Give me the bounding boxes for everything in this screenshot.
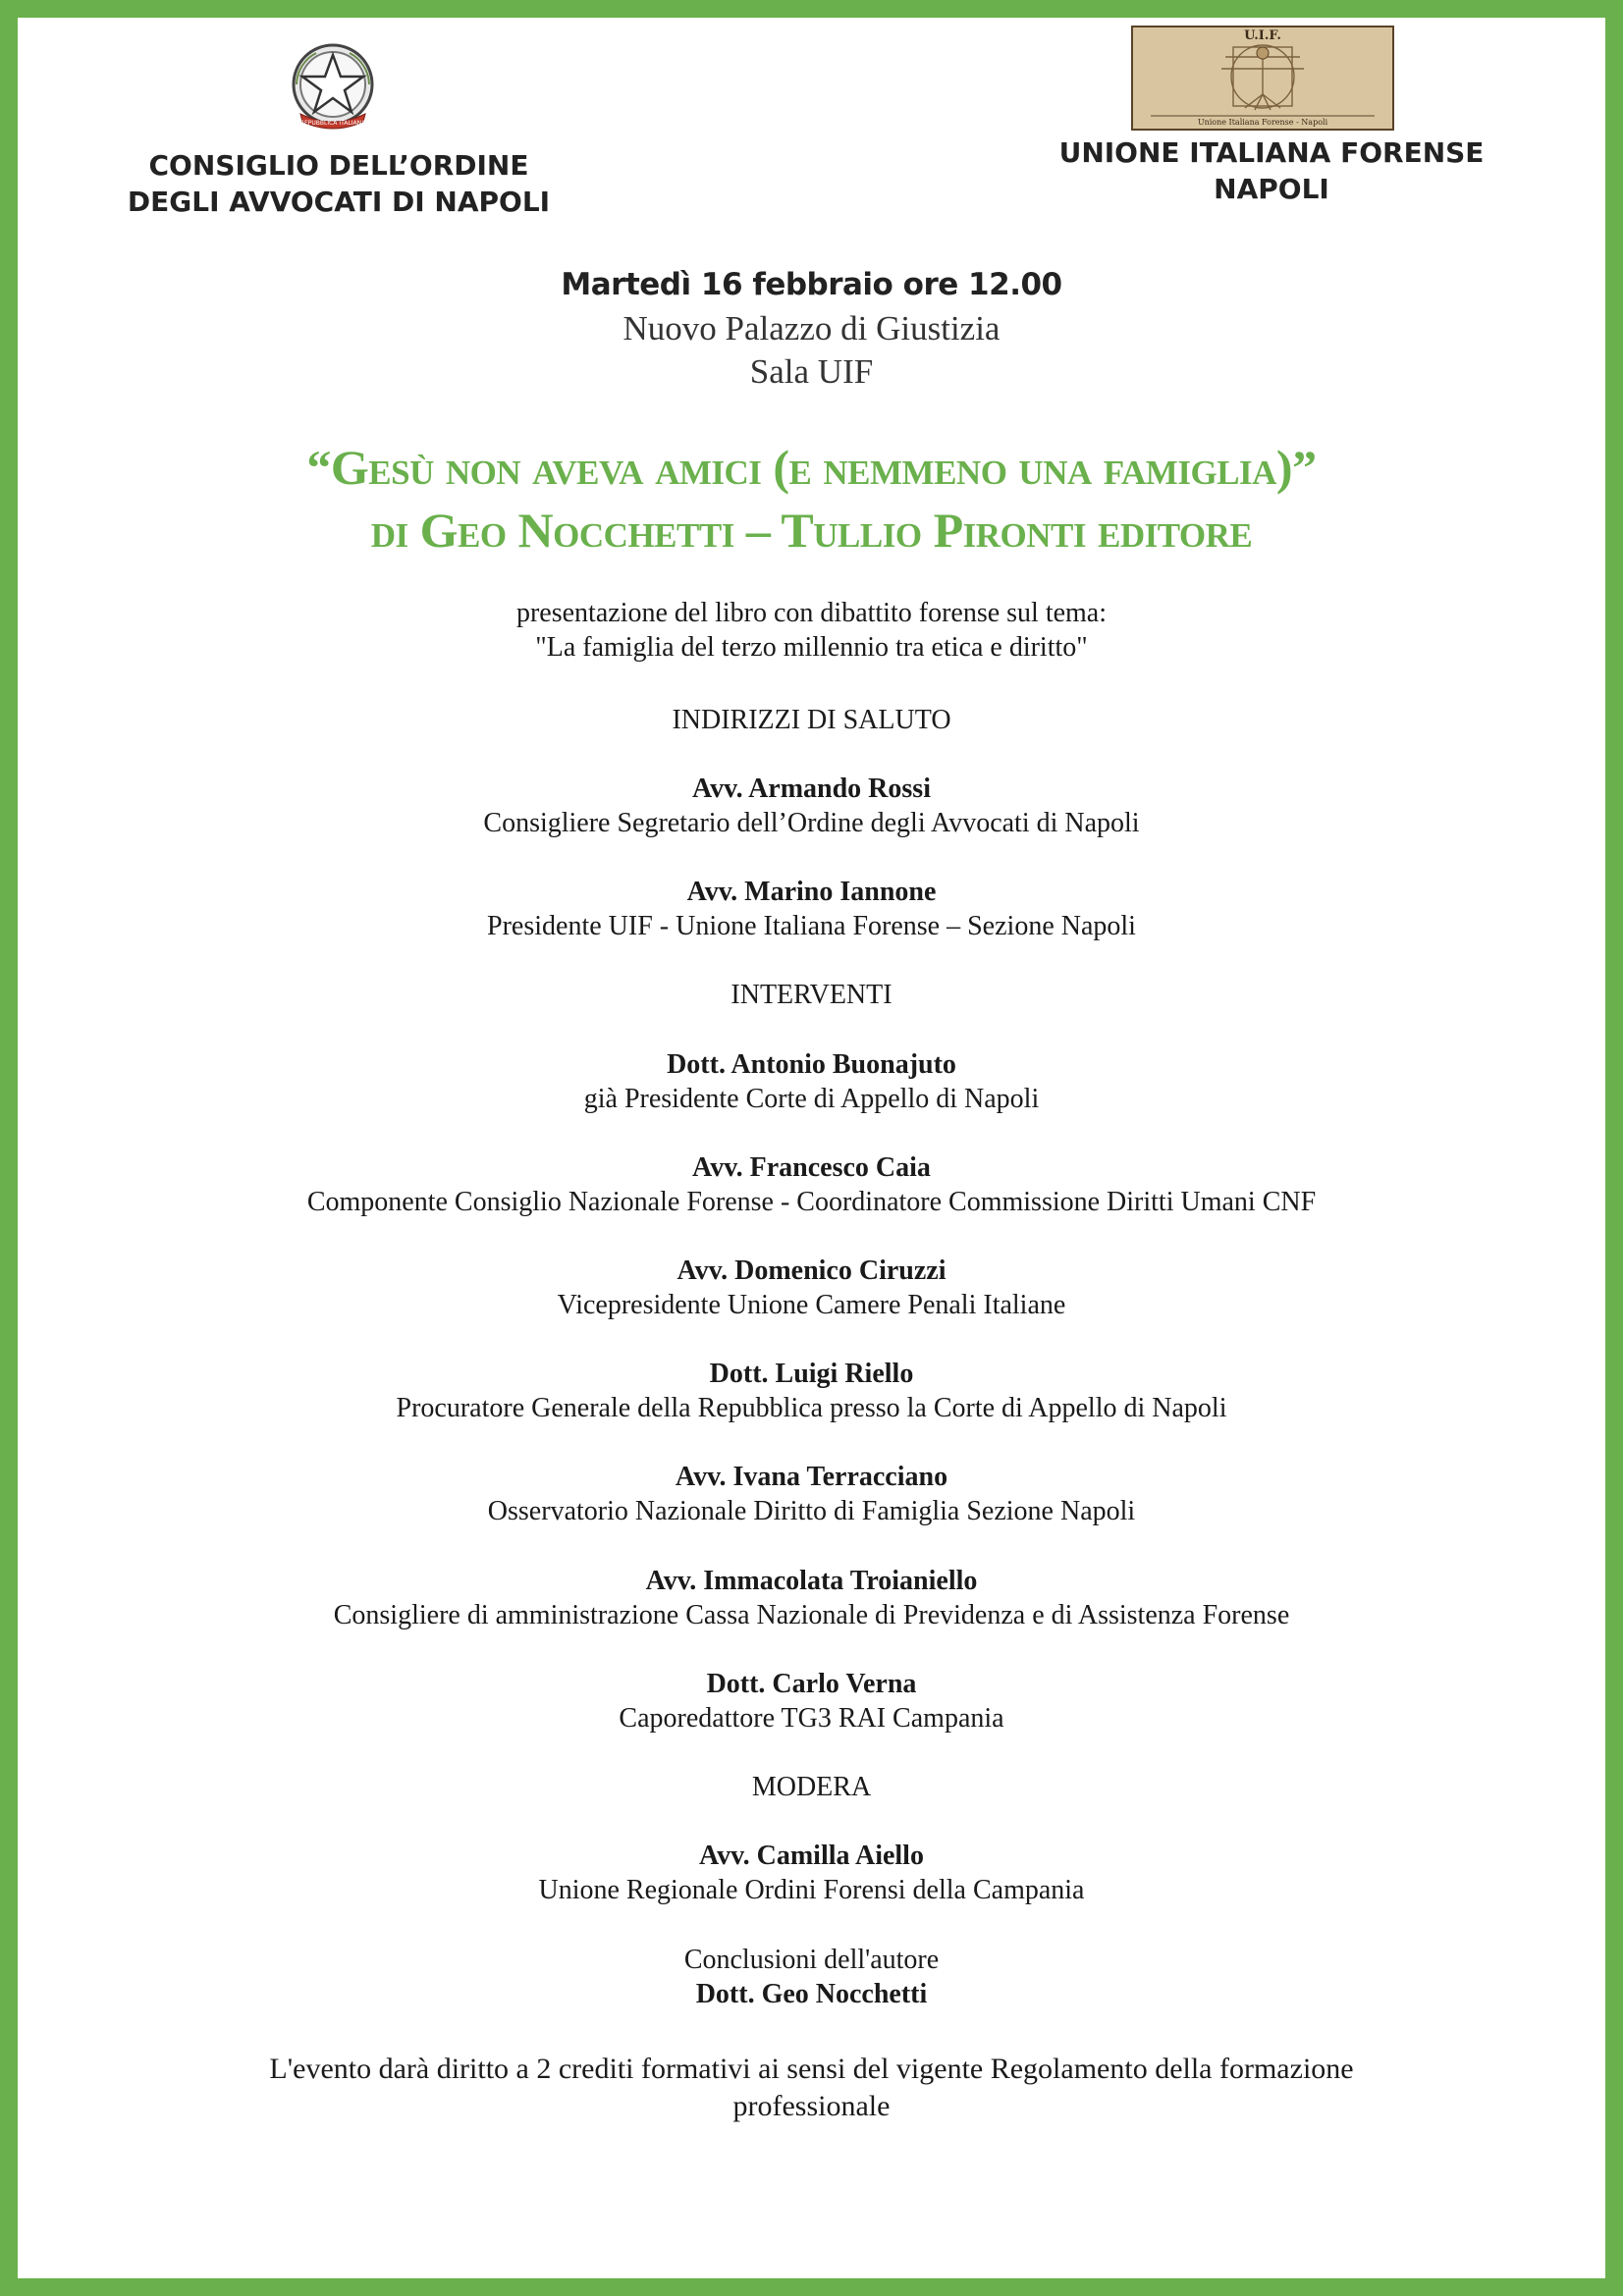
greeting-name: Avv. Marino Iannone	[686, 877, 937, 907]
speaker-name: Dott. Luigi Riello	[709, 1359, 914, 1389]
speaker-role: Procuratore Generale della Repubblica presso la Corte di Appello di Napoli	[396, 1393, 1227, 1423]
header-left-line2: DEGLI AVVOCATI DI NAPOLI	[127, 186, 551, 218]
speaker-role: Componente Consiglio Nazionale Forense - Coordinatore Commissione Diritti Umani CNF	[306, 1187, 1317, 1217]
header-left	[98, 147, 579, 220]
speaker-role: Caporedattore TG3 RAI Campania	[619, 1703, 1004, 1734]
event-date: Martedì 16 febbraio ore 12.00	[561, 267, 1062, 302]
moderator-role: Unione Regionale Ordini Forensi della Campania	[538, 1875, 1085, 1905]
uif-logo-title: U.I.F.	[1244, 28, 1281, 43]
header-right-line2: NAPOLI	[1214, 173, 1329, 205]
book-title-line1: “Gesù non aveva amici (e nemmeno una famiglia)”	[306, 440, 1317, 495]
greeting-role: Presidente UIF - Unione Italiana Forense – Sezione Napoli	[487, 911, 1136, 941]
event-venue: Nuovo Palazzo di Giustizia	[622, 309, 1001, 347]
section-greetings: INDIRIZZI DI SALUTO	[672, 705, 951, 735]
event-room: Sala UIF	[749, 352, 874, 391]
speaker-name: Avv. Immacolata Troianiello	[645, 1566, 978, 1596]
speaker-role: Consigliere di amministrazione Cassa Nazionale di Previdenza e di Assistenza Forense	[333, 1600, 1290, 1630]
greeting-name: Avv. Armando Rossi	[692, 774, 931, 804]
intro-line2: "La famiglia del terzo millennio tra etica e diritto"	[535, 632, 1088, 663]
uif-logo	[1131, 26, 1394, 131]
book-title-line2: di Geo Nocchetti – Tullio Pironti editore	[370, 503, 1253, 558]
section-moderator: MODERA	[751, 1772, 872, 1802]
greeting-role: Consigliere Segretario dell’Ordine degli Avvocati di Napoli	[483, 808, 1140, 838]
speaker-name: Dott. Antonio Buonajuto	[667, 1049, 956, 1080]
header-right	[1031, 134, 1512, 207]
uif-logo-caption: Unione Italiana Forense - Napoli	[1197, 118, 1328, 127]
speaker-name: Avv. Francesco Caia	[692, 1152, 931, 1183]
speaker-role: già Presidente Corte di Appello di Napoli	[583, 1084, 1040, 1114]
section-talks: INTERVENTI	[730, 980, 893, 1010]
italian-republic-emblem	[287, 41, 379, 133]
speaker-name: Avv. Domenico Ciruzzi	[676, 1255, 947, 1286]
emblem-ribbon-text: REPUBBLICA ITALIANA	[299, 120, 366, 127]
author-name: Dott. Geo Nocchetti	[695, 1979, 928, 2009]
header-left-line1: CONSIGLIO DELL’ORDINE	[148, 149, 529, 182]
conclusions-label: Conclusioni dell'autore	[683, 1945, 940, 1975]
intro-line1: presentazione del libro con dibattito forense sul tema:	[515, 598, 1108, 628]
credits-line1: L'evento darà diritto a 2 crediti formativi ai sensi del vigente Regolamento della formazione	[269, 2053, 1354, 2085]
speaker-name: Avv. Ivana Terracciano	[675, 1462, 948, 1492]
speaker-name: Dott. Carlo Verna	[706, 1669, 917, 1699]
moderator-name: Avv. Camilla Aiello	[699, 1841, 924, 1871]
speaker-role: Osservatorio Nazionale Diritto di Famiglia Sezione Napoli	[487, 1496, 1136, 1526]
speaker-role: Vicepresidente Unione Camere Penali Italiane	[557, 1290, 1066, 1320]
header-right-line1: UNIONE ITALIANA FORENSE	[1058, 136, 1485, 169]
credits-line2: professionale	[732, 2090, 891, 2122]
